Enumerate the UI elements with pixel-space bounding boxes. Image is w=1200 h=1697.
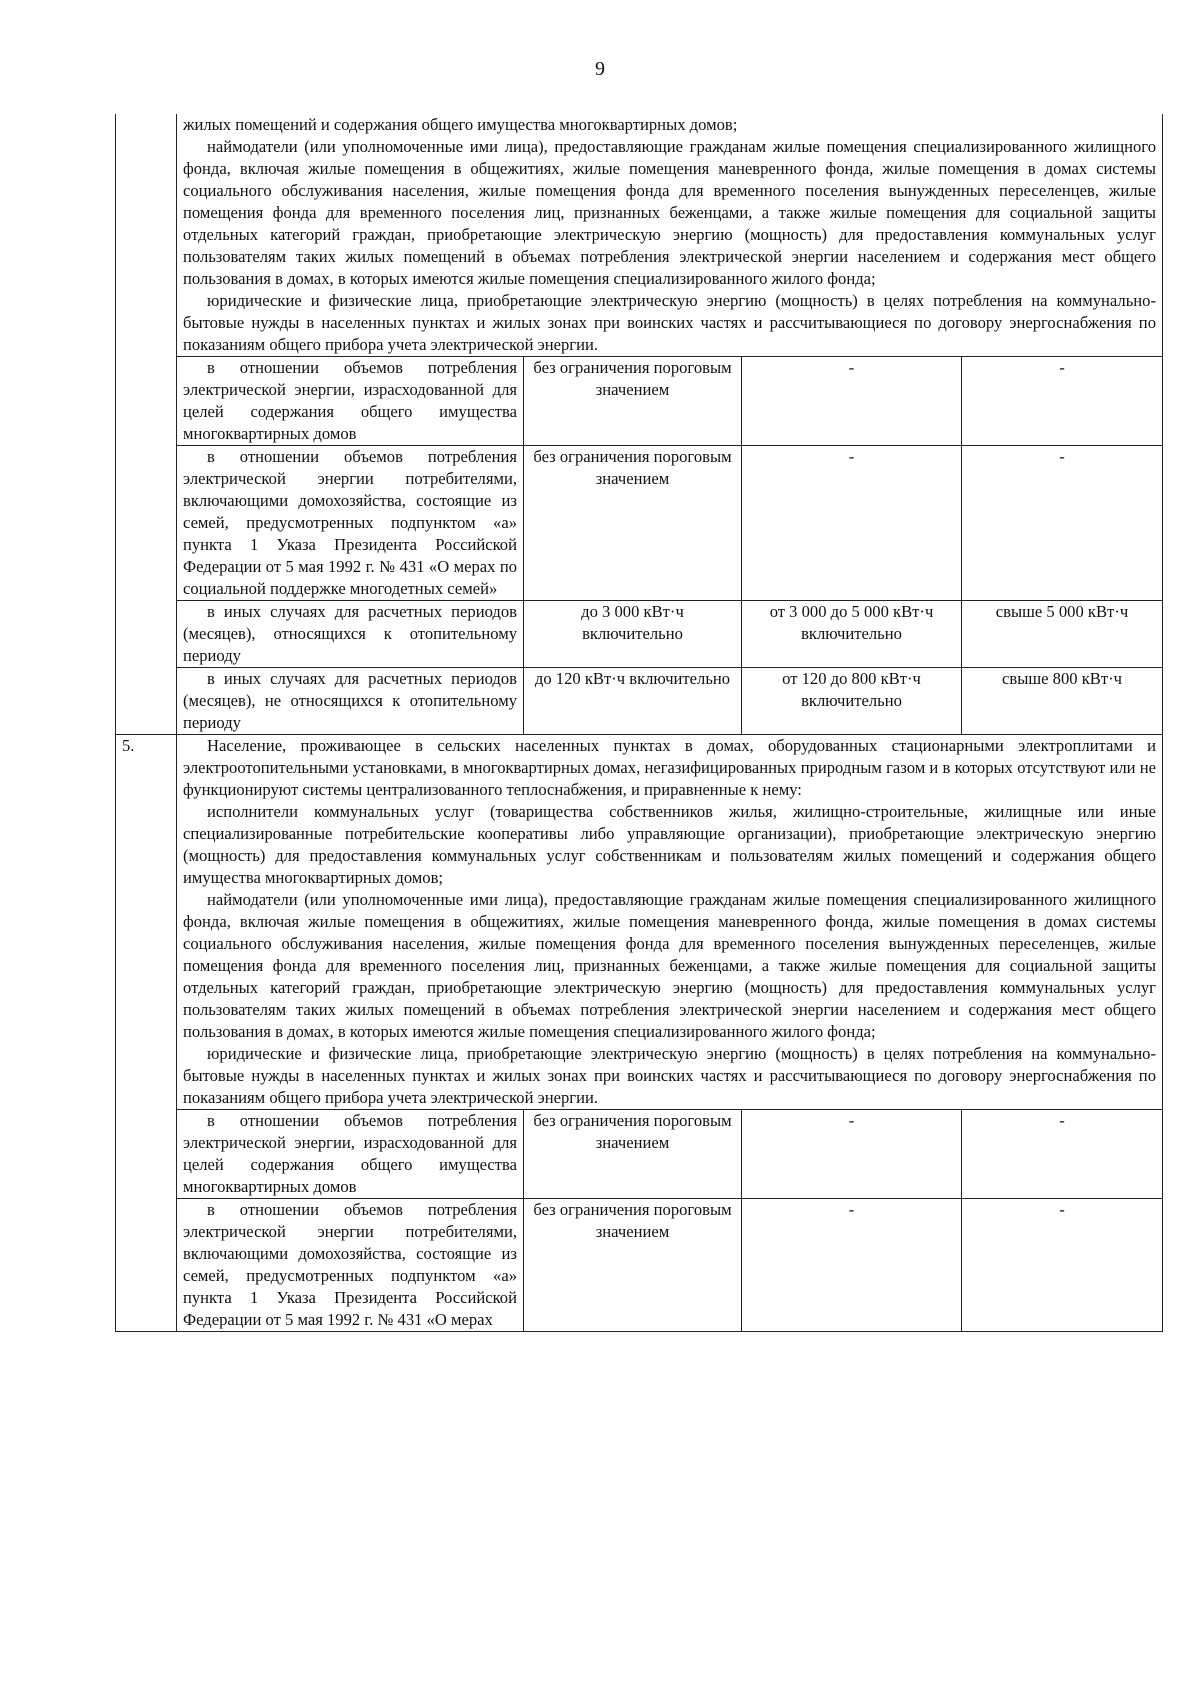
row-col2: без ограничения пороговым значением <box>524 1199 742 1332</box>
block2-paragraph: юридические и физические лица, приобретающие электрическую энергию (мощность) в целях потребления на коммунально-бытовые нужды в населенных пунктах и жилых зонах при воинских частях и рассчитывающиеся по договору энергоснабжения по показаниям общего прибора учета электрической энергии. <box>183 1044 1156 1107</box>
row-description: в отношении объемов потребления электрической энергии потребителями, включающими домохозяйства, состоящие из семей, предусмотренных подпунктом «а» пункта 1 Указа Президента Российской Федерации от 5 мая 1992 г. № 431 «О мерах <box>177 1199 524 1332</box>
table-row <box>116 601 1163 668</box>
table-row <box>116 668 1163 735</box>
tariff-table <box>115 114 1163 1332</box>
row-description: в иных случаях для расчетных периодов (месяцев), относящихся к отопительному периоду <box>177 601 524 668</box>
row-col3: - <box>742 1199 962 1332</box>
block2-text-cell <box>177 735 1163 1110</box>
row-col4: свыше 800 кВт·ч <box>962 668 1163 735</box>
row-col3: от 120 до 800 кВт·ч включительно <box>742 668 962 735</box>
row-col4: свыше 5 000 кВт·ч <box>962 601 1163 668</box>
page-number: 9 <box>595 58 605 80</box>
row-description: в иных случаях для расчетных периодов (месяцев), не относящихся к отопительному периоду <box>177 668 524 735</box>
row-col4: - <box>962 1199 1163 1332</box>
table-row <box>116 1199 1163 1332</box>
row-col3: - <box>742 446 962 601</box>
row-col3: - <box>742 1110 962 1199</box>
block1-text-row <box>116 114 1163 357</box>
row-col2: до 3 000 кВт·ч включительно <box>524 601 742 668</box>
block1-paragraph: наймодатели (или уполномоченные ими лица), предоставляющие гражданам жилые помещения специализированного жилищного фонда, включая жилые помещения в общежитиях, жилые помещения маневренного фонда, жилые помещения в домах системы социального обслуживания населения, жилые помещения фонда для временного поселения вынужденных переселенцев, жилые помещения фонда для временного поселения лиц, признанных беженцами, а также жилые помещения для социальной защиты отдельных категорий граждан, приобретающие электрическую энергию (мощность) для предоставления коммунальных услуг пользователям таких жилых помещений в объемах потребления электрической энергии населением и содержания мест общего пользования в домах, в которых имеются жилые помещения специализированного жилого фонда; <box>183 137 1156 288</box>
block1-paragraph: юридические и физические лица, приобретающие электрическую энергию (мощность) в целях потребления на коммунально-бытовые нужды в населенных пунктах и жилых зонах при воинских частях и рассчитывающиеся по договору энергоснабжения по показаниям общего прибора учета электрической энергии. <box>183 291 1156 354</box>
table-row <box>116 1110 1163 1199</box>
block1-paragraph: жилых помещений и содержания общего имущества многоквартирных домов; <box>183 115 738 134</box>
table-row <box>116 446 1163 601</box>
row-col2: без ограничения пороговым значением <box>524 357 742 446</box>
row-col3: от 3 000 до 5 000 кВт·ч включительно <box>742 601 962 668</box>
row-description: в отношении объемов потребления электрической энергии потребителями, включающими домохозяйства, состоящие из семей, предусмотренных подпунктом «а» пункта 1 Указа Президента Российской Федерации от 5 мая 1992 г. № 431 «О мерах по социальной поддержке многодетных семей» <box>177 446 524 601</box>
row-col3: - <box>742 357 962 446</box>
block2-paragraph: исполнители коммунальных услуг (товарищества собственников жилья, жилищно-строительные, жилищные или иные специализированные потребительские кооперативы либо управляющие организации), приобретающие электрическую энергию (мощность) для предоставления коммунальных услуг собственникам и пользователям жилых помещений и содержания общего имущества многоквартирных домов; <box>183 802 1156 887</box>
row-col4: - <box>962 357 1163 446</box>
row-col2: до 120 кВт·ч включительно <box>524 668 742 735</box>
row-col2: без ограничения пороговым значением <box>524 1110 742 1199</box>
block2-paragraph: наймодатели (или уполномоченные ими лица), предоставляющие гражданам жилые помещения специализированного жилищного фонда, включая жилые помещения в общежитиях, жилые помещения маневренного фонда, жилые помещения в домах системы социального обслуживания населения, жилые помещения фонда для временного поселения вынужденных переселенцев, жилые помещения фонда для временного поселения лиц, признанных беженцами, а также жилые помещения для социальной защиты отдельных категорий граждан, приобретающие электрическую энергию (мощность) для предоставления коммунальных услуг пользователям таких жилых помещений в объемах потребления электрической энергии населением и содержания мест общего пользования в домах, в которых имеются жилые помещения специализированного жилого фонда; <box>183 890 1156 1041</box>
row-description: в отношении объемов потребления электрической энергии, израсходованной для целей содержания общего имущества многоквартирных домов <box>177 1110 524 1199</box>
row-col2: без ограничения пороговым значением <box>524 446 742 601</box>
row-col4: - <box>962 446 1163 601</box>
item-number: 5. <box>116 735 177 1332</box>
block1-number-cell <box>116 114 177 735</box>
table-row <box>116 357 1163 446</box>
block2-paragraph: Население, проживающее в сельских населенных пунктах в домах, оборудованных стационарными электроплитами и электроотопительными установками, в многоквартирных домах, негазифицированных природным газом и в которых отсутствуют или не функционируют системы централизованного теплоснабжения, и приравненные к нему: <box>183 736 1156 799</box>
row-col4: - <box>962 1110 1163 1199</box>
row-description: в отношении объемов потребления электрической энергии, израсходованной для целей содержания общего имущества многоквартирных домов <box>177 357 524 446</box>
block2-text-row <box>116 735 1163 1110</box>
block1-text-cell <box>177 114 1163 357</box>
